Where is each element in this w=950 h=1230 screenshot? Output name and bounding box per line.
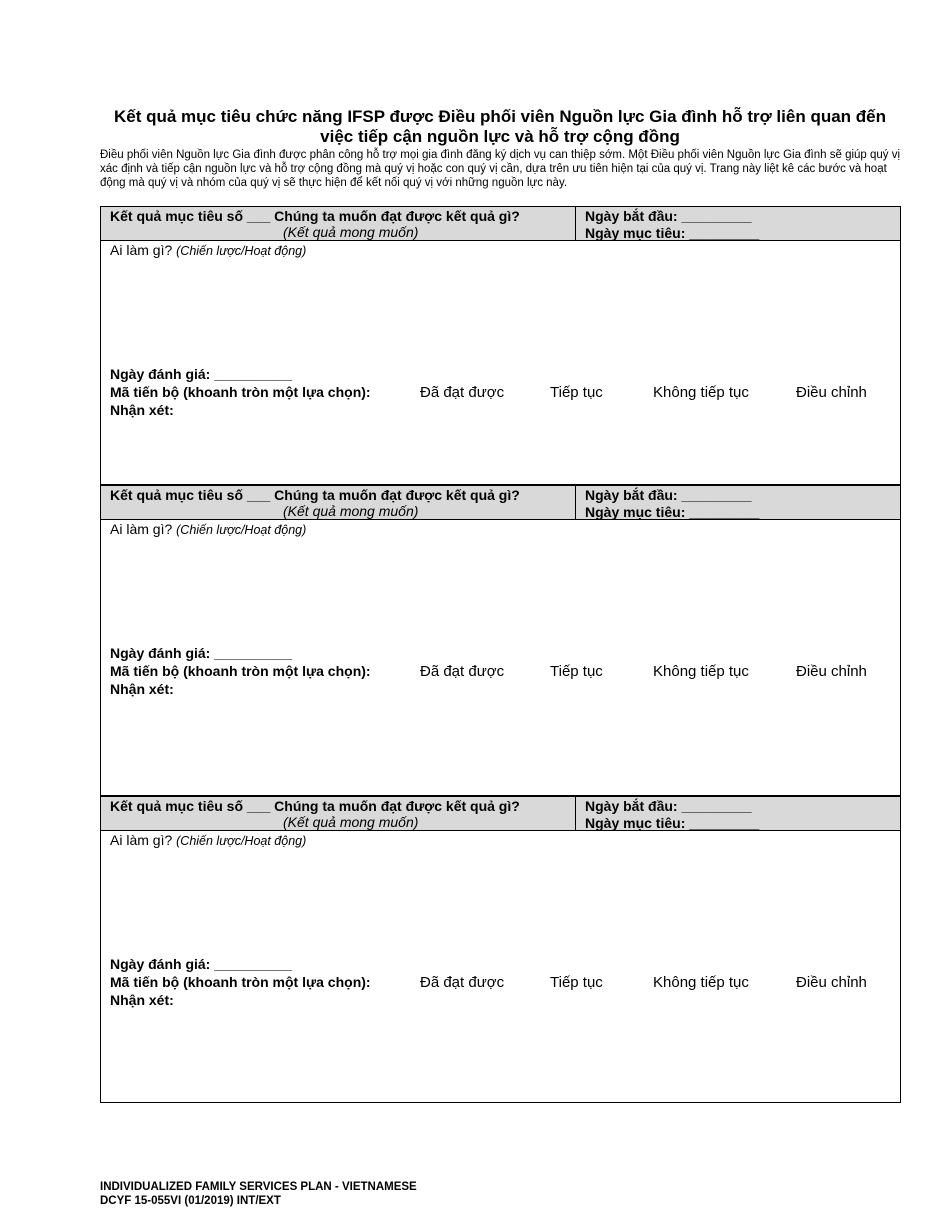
comments-field[interactable]: Nhận xét: [110,681,174,697]
option-modify[interactable]: Điều chỉnh [796,384,867,401]
target-date-field[interactable]: Ngày mục tiêu: _________ [585,225,760,241]
option-discontinue[interactable]: Không tiếp tục [653,384,749,401]
outcome-subtitle: (Kết quả mong muốn) [283,814,419,830]
option-continue[interactable]: Tiếp tục [550,974,603,991]
comments-field[interactable]: Nhận xét: [110,992,174,1008]
option-achieved[interactable]: Đã đạt được [420,663,505,680]
start-date-field[interactable]: Ngày bắt đầu: _________ [585,487,752,503]
outcome-block [100,206,901,485]
page-title: Kết quả mục tiêu chức năng IFSP được Điều phối viên Nguồn lực Gia đình hỗ trợ liên quan đến việc tiếp cận nguồn lực và hỗ trợ cộng đồng [113,107,886,146]
option-modify[interactable]: Điều chỉnh [796,663,867,680]
form-footer [100,1180,417,1208]
progress-code-label: Mã tiến bộ (khoanh tròn một lựa chọn): [110,663,371,679]
who-label: Ai làm gì? [110,832,173,848]
option-modify[interactable]: Điều chỉnh [796,974,867,991]
start-date-field[interactable]: Ngày bắt đầu: _________ [585,798,752,814]
who-hint: (Chiến lược/Hoạt động) [176,834,307,848]
outcome-question: Kết quả mục tiêu số ___ Chúng ta muốn đạt được kết quả gì? [110,208,520,224]
target-date-field[interactable]: Ngày mục tiêu: _________ [585,815,760,831]
option-continue[interactable]: Tiếp tục [550,384,603,401]
evaluation-date-field[interactable]: Ngày đánh giá: __________ [110,645,293,661]
who-hint: (Chiến lược/Hoạt động) [176,523,307,537]
option-discontinue[interactable]: Không tiếp tục [653,663,749,680]
option-achieved[interactable]: Đã đạt được [420,384,505,401]
footer-form-number: DCYF 15-055VI (01/2019) INT/EXT [100,1195,281,1207]
outcome-header [101,486,900,520]
progress-code-label: Mã tiến bộ (khoanh tròn một lựa chọn): [110,974,371,990]
who-does-what[interactable] [110,242,306,259]
evaluation-date-field[interactable]: Ngày đánh giá: __________ [110,956,293,972]
start-date-field[interactable]: Ngày bắt đầu: _________ [585,208,752,224]
option-continue[interactable]: Tiếp tục [550,663,603,680]
outcome-subtitle: (Kết quả mong muốn) [283,503,419,519]
who-does-what[interactable] [110,832,306,849]
outcome-question: Kết quả mục tiêu số ___ Chúng ta muốn đạt được kết quả gì? [110,798,520,814]
outcome-block [100,796,901,1103]
outcome-header [101,797,900,831]
outcome-header [101,207,900,241]
who-label: Ai làm gì? [110,521,173,537]
outcome-question: Kết quả mục tiêu số ___ Chúng ta muốn đạt được kết quả gì? [110,487,520,503]
who-hint: (Chiến lược/Hoạt động) [176,244,307,258]
footer-form-title: INDIVIDUALIZED FAMILY SERVICES PLAN - VIETNAMESE [100,1181,417,1193]
who-label: Ai làm gì? [110,242,173,258]
who-does-what[interactable] [110,521,306,538]
evaluation-date-field[interactable]: Ngày đánh giá: __________ [110,366,293,382]
intro-paragraph: Điều phối viên Nguồn lực Gia đình được phân công hỗ trợ mọi gia đình đăng ký dịch vụ can thiệp sớm. Một Điều phối viên Nguồn lực Gia đình sẽ giúp quý vị xác định và tiếp cận nguồn lực và hỗ trợ cộng đồng mà quý vị hoặc con quý vị cần, dựa trên ưu tiên hiện tại của quý vị. Trang này liệt kê các bước và hoạt động mà quý vị và nhóm của quý vị sẽ thực hiện để kết nối quý vị với những nguồn lực này. [100,149,901,189]
progress-code-label: Mã tiến bộ (khoanh tròn một lựa chọn): [110,384,371,400]
option-achieved[interactable]: Đã đạt được [420,974,505,991]
option-discontinue[interactable]: Không tiếp tục [653,974,749,991]
outcome-block [100,485,901,796]
outcome-subtitle: (Kết quả mong muốn) [283,224,419,240]
comments-field[interactable]: Nhận xét: [110,402,174,418]
target-date-field[interactable]: Ngày mục tiêu: _________ [585,504,760,520]
